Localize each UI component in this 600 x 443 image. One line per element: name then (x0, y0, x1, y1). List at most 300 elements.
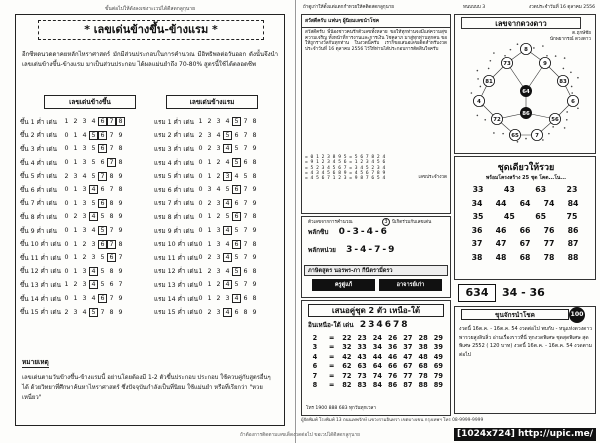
up-digit: 2 (64, 308, 69, 316)
north-south-cell: 29 (433, 333, 443, 342)
down-digit: 3 (207, 186, 212, 194)
down-row-label: แรม 1 ค่ำ เด่น (154, 118, 194, 126)
star-node-label: 73 (503, 61, 511, 67)
down-row (154, 183, 274, 197)
star-node-label: 6 (571, 99, 575, 105)
down-digit: 0 (198, 308, 203, 316)
down-digit: 5 (225, 186, 230, 194)
up-digit: 7 (109, 186, 114, 194)
star-node-label: 86 (522, 111, 530, 117)
down-digit: 0 (198, 240, 203, 248)
up-digit: 5 (100, 213, 105, 221)
north-south-cell: 42 (342, 352, 352, 361)
article-grid-line: = 0 1 2 3 8 9 5 = 5 6 7 8 2 4 (305, 155, 386, 160)
up-digit: 6 (98, 144, 107, 153)
down-digit: 4 (223, 226, 232, 235)
teacher-bar (312, 279, 442, 291)
north-south-cell: 88 (418, 381, 428, 390)
article-head: สวัสดีครับ แฟนๆ ผู้นิยมเลขนำโชค (302, 15, 450, 28)
star-node-label: 56 (551, 117, 559, 123)
star-dot (480, 86, 482, 88)
north-south-grid (306, 333, 446, 390)
down-digit: 4 (225, 240, 230, 248)
up-digit: 8 (109, 213, 114, 221)
down-digit: 8 (243, 308, 248, 316)
down-digit: 6 (243, 295, 248, 303)
article-grid-line: = 9 1 2 3 4 5 6 = 1 2 3 4 5 6 (305, 160, 386, 166)
down-digit: 8 (252, 295, 257, 303)
down-row (154, 142, 274, 156)
up-digit: 5 (91, 159, 96, 167)
down-row-label: แรม 2 ค่ำ เด่น (154, 132, 194, 140)
down-digit: 3 (207, 131, 212, 139)
down-digit: 3 (216, 308, 221, 316)
up-digit: 3 (91, 240, 96, 248)
down-digit: 5 (225, 213, 230, 221)
down-digit: 2 (216, 281, 221, 289)
lucky-box (454, 306, 596, 414)
down-digit: 9 (252, 254, 257, 262)
down-digit: 7 (243, 227, 248, 235)
up-digit: 5 (91, 145, 96, 153)
down-digit: 2 (198, 131, 203, 139)
single-set-number: 84 (567, 198, 579, 208)
north-south-cell: 38 (418, 343, 428, 352)
calc-tens-value: 0-3-4-6 (338, 227, 389, 237)
up-digit: 6 (98, 240, 107, 249)
down-digit: 3 (216, 240, 221, 248)
north-south-cell: = (328, 352, 335, 361)
up-digit: 4 (82, 131, 87, 139)
right-header-center: หนบบบบ 3 (463, 5, 486, 10)
down-row (154, 237, 274, 251)
up-row (20, 237, 140, 251)
north-south-cell: 72 (342, 371, 352, 380)
down-digit: 2 (207, 308, 212, 316)
up-digit: 0 (64, 254, 69, 262)
article-grid-label: เลขประจำงวด (418, 175, 447, 180)
north-south-cell: 43 (357, 352, 367, 361)
single-set-row (465, 197, 585, 211)
down-table (154, 115, 274, 319)
up-digit: 2 (82, 240, 87, 248)
down-digit: 5 (232, 117, 241, 126)
up-digit: 1 (73, 186, 78, 194)
up-digit: 4 (89, 185, 98, 194)
down-row-label: แรม 5 ค่ำ เด่น (154, 173, 194, 181)
north-south-cell: 34 (372, 343, 382, 352)
star-node-label: 81 (485, 79, 493, 85)
single-set-row (465, 210, 585, 224)
star-dot (571, 86, 573, 88)
up-digit: 4 (91, 295, 96, 303)
down-digit: 4 (223, 253, 232, 262)
up-digit: 1 (73, 240, 78, 248)
left-title: * เลขเด่นข้างขึ้น-ข้างแรม * (38, 20, 264, 40)
north-south-cell: 67 (403, 362, 413, 371)
down-row-label: แรม 8 ค่ำ เด่น (154, 213, 194, 221)
north-south-main-value: 234678 (359, 320, 410, 330)
down-digit: 3 (225, 295, 230, 303)
single-set-number: 48 (495, 252, 507, 262)
down-digit: 7 (243, 118, 248, 126)
down-digit: 8 (252, 240, 257, 248)
single-set-number: 37 (471, 239, 483, 249)
single-set-number: 36 (471, 225, 483, 235)
down-row-label: แรม 4 ค่ำ เด่น (154, 159, 194, 167)
down-digit: 3 (216, 145, 221, 153)
north-south-cell: 82 (342, 381, 352, 390)
star-dot (577, 107, 579, 109)
up-digit: 5 (100, 267, 105, 275)
up-digit: 0 (64, 213, 69, 221)
star-dot (566, 119, 568, 121)
calc-box (301, 216, 451, 298)
notes-title: หมายเหตุ (22, 358, 49, 366)
up-digit: 8 (109, 199, 114, 207)
single-set-number: 63 (535, 185, 547, 195)
down-digit: 7 (243, 186, 248, 194)
down-digit: 6 (234, 308, 239, 316)
north-south-cell: 23 (357, 333, 367, 342)
north-south-cell: 7 (312, 371, 318, 380)
down-digit: 5 (232, 267, 241, 276)
single-set-box (454, 156, 596, 280)
up-row-label: ขึ้น 2 ค่ำ เด่น (20, 132, 57, 140)
up-digit: 5 (100, 281, 105, 289)
up-digit: 7 (109, 145, 114, 153)
down-digit: 1 (207, 213, 212, 221)
down-digit: 4 (232, 294, 241, 303)
north-south-cell: 83 (357, 381, 367, 390)
north-south-cell: 3 (312, 343, 318, 352)
down-row (154, 251, 274, 265)
calc-tens-label: พลักซิบ (308, 228, 329, 236)
down-row (154, 156, 274, 170)
north-south-cell: = (328, 343, 335, 352)
single-set-number: 78 (543, 252, 555, 262)
north-south-cell: 47 (403, 352, 413, 361)
single-set-number: 67 (519, 239, 531, 249)
up-digit: 3 (82, 267, 87, 275)
big-number-pair: 34 - 36 (502, 286, 545, 299)
single-set-number: 88 (567, 252, 579, 262)
up-digit: 1 (73, 227, 78, 235)
up-digit: 1 (73, 267, 78, 275)
north-south-cell: 76 (387, 371, 398, 380)
head-down: เลขเด่นข้างแรม (166, 95, 258, 109)
north-south-cell: 64 (372, 362, 382, 371)
down-digit: 0 (198, 186, 203, 194)
left-top-note: ขั้นต่อไปให้ดังลงเชงาะเวปได้ดีสดกลูกุนาย (104, 6, 195, 12)
star-dot (563, 68, 565, 70)
up-digit: 0 (64, 199, 69, 207)
up-row (20, 142, 140, 156)
down-digit: 8 (252, 213, 257, 221)
down-digit: 1 (198, 267, 203, 275)
star-dot (504, 55, 506, 57)
down-row-label: แรม 7 ค่ำ เด่น (154, 200, 194, 208)
north-south-cell: 87 (403, 381, 413, 390)
down-digit: 6 (232, 240, 241, 249)
up-digit: 7 (98, 172, 107, 181)
single-set-row (465, 224, 585, 238)
north-south-cell: 62 (342, 362, 352, 371)
up-row-label: ขึ้น 12 ค่ำ เด่น (20, 268, 61, 276)
down-row (154, 305, 274, 319)
article-grid-line: = 4 3 4 5 6 8 9 = 4 5 6 7 8 9 (305, 170, 386, 176)
down-digit: 9 (252, 199, 257, 207)
single-set-grid (465, 183, 585, 264)
notes-text: เลขเด่นตามวันข้างขึ้น-ข้างแรมนี้ อย่านโดยต้องมี 1-2 ตัวขึ้นประกอบ ประกอบ ใช้ควบคู่กับสูตรอื่นๆ ได้ ด้วยวิทยาที่ศึกษาค้นหาไหราศาสตร์ ซึ่งปัจจุบันกำลังเป็นที่นิยม ใช้แม่นยำ หรือที่เรียกว่า "หวยเหนี่ยว" (22, 375, 271, 401)
down-digit: 2 (216, 172, 221, 180)
right-page (297, 0, 600, 443)
star-dot (493, 52, 495, 54)
star-dot (552, 126, 554, 128)
north-south-title: เสนอคู่ชุด 2 ตัว เหนือ-ใต้ (308, 304, 444, 317)
up-digit: 3 (82, 281, 87, 289)
up-digit: 1 (64, 118, 69, 126)
down-digit: 4 (234, 172, 239, 180)
up-digit: 5 (89, 131, 98, 140)
down-digit: 9 (252, 227, 257, 235)
article-grid (305, 155, 385, 181)
north-south-row (306, 371, 446, 381)
up-digit: 8 (116, 117, 125, 126)
up-digit: 6 (107, 253, 116, 262)
up-digit: 4 (89, 280, 98, 289)
up-digit: 7 (107, 117, 116, 126)
north-south-cell: 28 (418, 333, 428, 342)
north-south-cell: = (328, 362, 335, 371)
down-digit: 1 (198, 118, 203, 126)
star-dot (471, 92, 473, 94)
up-digit: 3 (82, 118, 87, 126)
down-digit: 2 (207, 267, 212, 275)
up-row (20, 197, 140, 211)
up-row-label: ขึ้น 14 ค่ำ เด่น (20, 295, 61, 303)
up-digit: 5 (89, 308, 98, 317)
up-row (20, 305, 140, 319)
up-digit: 7 (109, 131, 114, 139)
down-row (154, 224, 274, 238)
single-set-number: 65 (535, 212, 547, 222)
down-digit: 9 (252, 145, 257, 153)
star-chart-svg (459, 41, 593, 153)
star-dot (571, 92, 573, 94)
up-digit: 2 (73, 281, 78, 289)
down-digit: 6 (234, 131, 239, 139)
single-set-row (465, 183, 585, 197)
down-digit: 0 (198, 199, 203, 207)
down-digit: 3 (216, 199, 221, 207)
star-dot (517, 43, 519, 45)
right-footer: ผู้จัดพิมพ์ โรงพิมพ์ 13 ถนนเทพรักษ์ แขวงรามอินทรา เขตบางเขน กรุงเทพฯ โทร 08-9999-9999 (301, 418, 484, 423)
down-digit: 2 (207, 199, 212, 207)
down-digit: 7 (243, 199, 248, 207)
teacher-bar-right: อาจารย์เก่า (379, 279, 442, 291)
up-row-label: ขึ้น 7 ค่ำ เด่น (20, 200, 57, 208)
down-digit: 0 (198, 213, 203, 221)
down-digit: 8 (252, 159, 257, 167)
down-digit: 5 (232, 158, 241, 167)
left-intro: อีกซีหดนวดดาคยหลักไหราศาสตร์ มักมีส่วนประกอบในการคำนวณ มีอิทธิพลต่อวันออก ดังนั้นจึงนำเลขเด่นข้างขึ้น-ข้างแรม มาเป็นส่วนประกอบ ได้ผลแม่นยำถึง 70-80% สูตรนี้ใช้ได้ตลอดชีพ (22, 51, 278, 68)
star-dot (542, 45, 544, 47)
down-row (154, 115, 274, 129)
up-digit: 9 (118, 172, 123, 180)
down-digit: 3 (216, 254, 221, 262)
north-south-row (306, 381, 446, 391)
up-digit: 6 (98, 199, 107, 208)
star-node-label: 83 (559, 79, 567, 85)
single-set-number: 47 (495, 239, 507, 249)
up-digit: 7 (100, 308, 105, 316)
north-south-row (306, 343, 446, 353)
north-south-cell: 6 (312, 362, 318, 371)
star-dot (548, 133, 550, 135)
single-set-number: 87 (567, 239, 579, 249)
down-digit: 1 (207, 159, 212, 167)
up-digit: 2 (73, 118, 78, 126)
north-south-main-label: อินเหนือ-ใต้ เด่น (308, 321, 354, 329)
star-dot (546, 55, 548, 57)
up-digit: 7 (109, 295, 114, 303)
down-digit: 1 (207, 227, 212, 235)
down-row (154, 210, 274, 224)
up-digit: 9 (118, 308, 123, 316)
up-digit: 3 (82, 295, 87, 303)
north-south-row (306, 352, 446, 362)
up-digit: 1 (73, 131, 78, 139)
up-digit: 4 (91, 227, 96, 235)
down-digit: 7 (243, 213, 248, 221)
down-row (154, 292, 274, 306)
up-digit: 7 (107, 240, 116, 249)
up-row (20, 224, 140, 238)
single-set-number: 66 (519, 225, 531, 235)
up-digit: 4 (91, 118, 96, 126)
star-chart-title: เลขจากดวงดาว (461, 17, 581, 29)
north-south-row (306, 362, 446, 372)
up-row-label: ขึ้น 13 ค่ำ เด่น (20, 281, 61, 289)
down-digit: 4 (225, 267, 230, 275)
down-row (154, 169, 274, 183)
up-row-label: ขึ้น 5 ค่ำ เด่น (20, 173, 57, 181)
north-south-cell: 39 (433, 343, 443, 352)
star-node-label: 9 (543, 61, 547, 67)
up-digit: 9 (118, 131, 123, 139)
down-digit: 1 (207, 281, 212, 289)
head-up: เลขเด่นข้างขึ้น (44, 95, 136, 109)
up-digit: 1 (73, 145, 78, 153)
north-south-cell: 69 (433, 362, 443, 371)
up-row (20, 210, 140, 224)
up-digit: 2 (73, 213, 78, 221)
up-digit: 8 (118, 159, 123, 167)
single-set-number: 44 (495, 198, 507, 208)
down-digit: 4 (223, 308, 232, 317)
down-digit: 2 (207, 145, 212, 153)
star-dot (477, 78, 479, 80)
up-digit: 3 (82, 186, 87, 194)
down-digit: 1 (207, 240, 212, 248)
up-digit: 6 (98, 294, 107, 303)
up-digit: 7 (118, 254, 123, 262)
up-row-label: ขึ้น 15 ค่ำ เด่น (20, 309, 61, 317)
single-set-row (465, 237, 585, 251)
down-digit: 1 (207, 172, 212, 180)
north-south-row (306, 333, 446, 343)
north-south-cell: 2 (312, 333, 318, 342)
up-digit: 9 (118, 213, 123, 221)
single-set-number: 76 (543, 225, 555, 235)
down-digit: 6 (232, 212, 241, 221)
down-digit: 2 (216, 213, 221, 221)
down-digit: 6 (232, 185, 241, 194)
up-digit: 7 (109, 227, 114, 235)
star-dot (502, 133, 504, 135)
up-digit: 0 (64, 159, 69, 167)
up-digit: 0 (64, 267, 69, 275)
north-south-cell: 79 (433, 371, 443, 380)
north-south-cell: 4 (312, 352, 318, 361)
star-chart-box (454, 14, 596, 154)
big-number-box (454, 282, 596, 304)
star-dot (564, 57, 566, 59)
star-dot (477, 115, 479, 117)
down-digit: 5 (223, 131, 232, 140)
star-dot (484, 119, 486, 121)
down-digit: 0 (198, 159, 203, 167)
up-digit: 0 (64, 145, 69, 153)
down-row-label: แรม 10 ค่ำ เด่น (154, 241, 198, 249)
north-south-cell: 49 (433, 352, 443, 361)
star-dot (577, 77, 579, 79)
up-row (20, 292, 140, 306)
down-digit: 2 (207, 118, 212, 126)
down-row (154, 197, 274, 211)
up-digit: 8 (109, 267, 114, 275)
up-digit: 6 (100, 186, 105, 194)
down-digit: 3 (216, 267, 221, 275)
up-digit: 9 (118, 267, 123, 275)
single-set-row (465, 251, 585, 265)
left-frame (15, 14, 285, 426)
down-digit: 2 (216, 159, 221, 167)
down-digit: 3 (216, 118, 221, 126)
down-digit: 2 (207, 254, 212, 262)
down-row-label: แรม 14 ค่ำ เด่น (154, 295, 198, 303)
single-set-number: 38 (471, 252, 483, 262)
up-digit: 5 (91, 199, 96, 207)
up-digit: 6 (109, 281, 114, 289)
north-south-cell: 33 (357, 343, 367, 352)
up-digit: 9 (118, 295, 123, 303)
down-row-label: แรม 12 ค่ำ เด่น (154, 268, 198, 276)
up-row-label: ขึ้น 1 ค่ำ เด่น (20, 118, 57, 126)
up-digit: 9 (118, 199, 123, 207)
single-set-title: ชุดเดียวให้รวย (497, 163, 555, 173)
up-digit: 8 (109, 172, 114, 180)
up-row (20, 265, 140, 279)
article-grid-line: = 5 2 3 4 5 6 7 = 3 4 5 2 3 4 (305, 165, 386, 171)
up-digit: 2 (64, 172, 69, 180)
down-digit: 0 (198, 281, 203, 289)
right-header-right: งวดประจำวันที่ 16 ตุลาคม 2556 (528, 5, 595, 10)
down-digit: 0 (198, 295, 203, 303)
down-row-label: แรม 6 ค่ำ เด่น (154, 186, 194, 194)
down-digit: 9 (252, 186, 257, 194)
